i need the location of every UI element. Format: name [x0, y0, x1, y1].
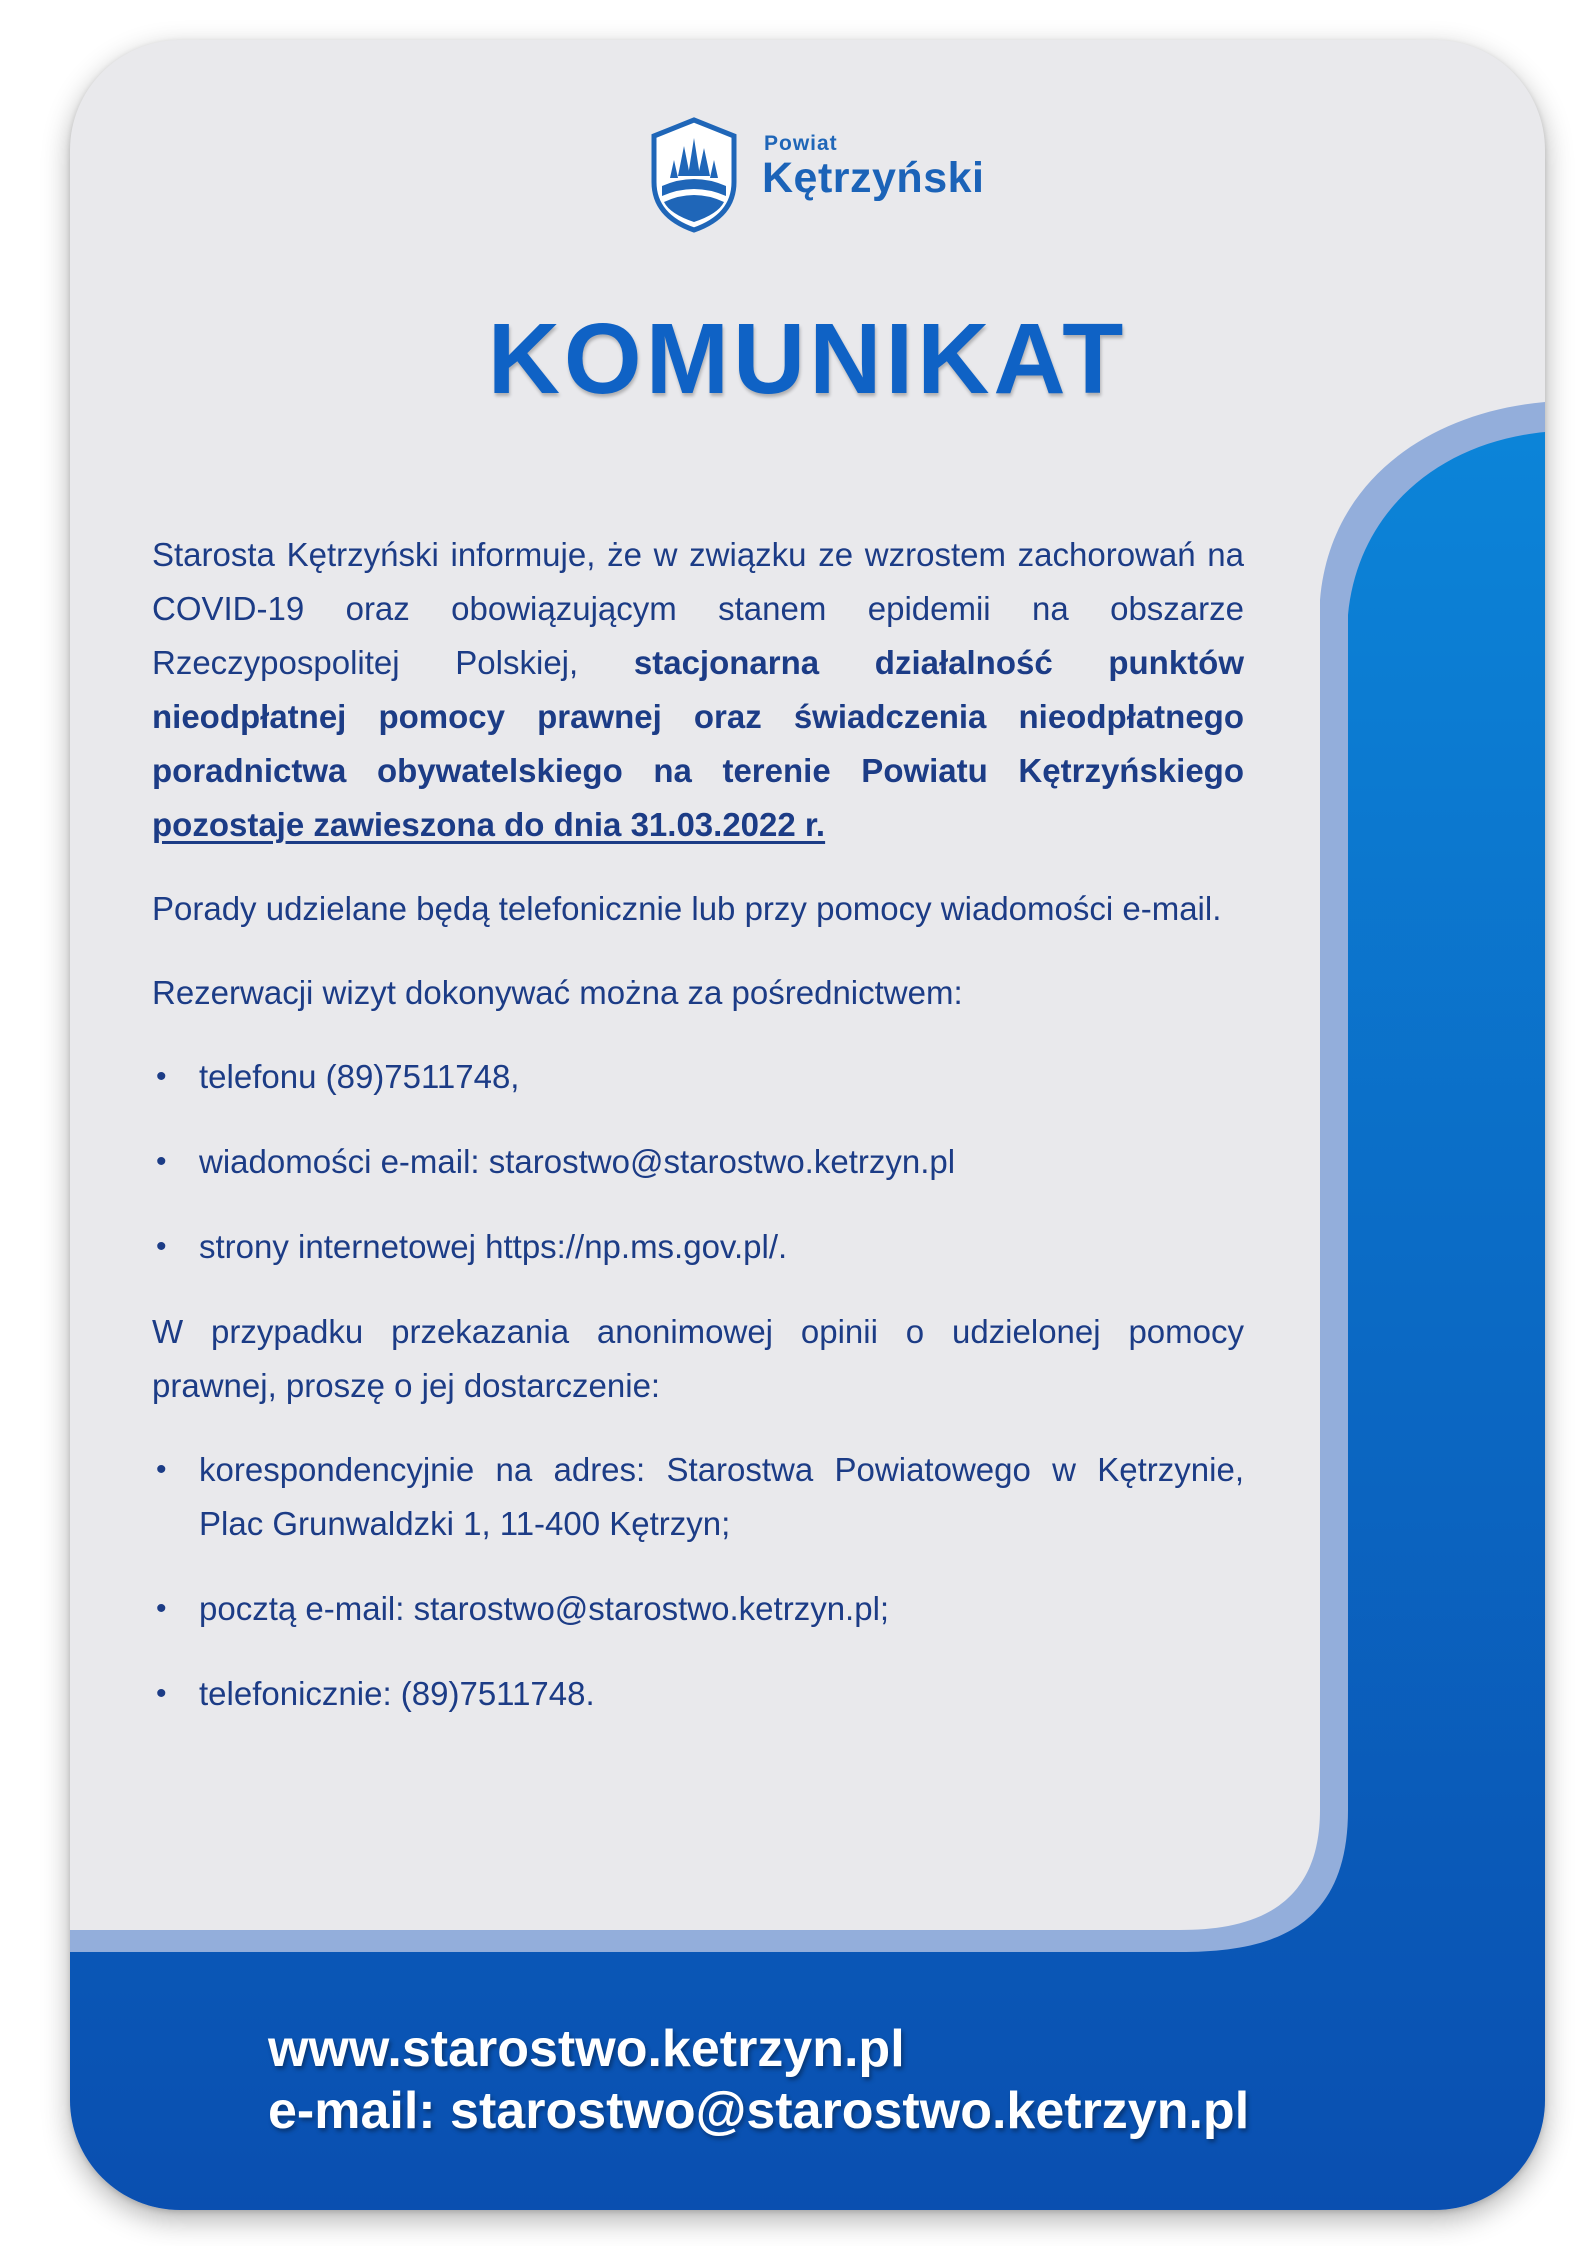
paragraph-intro [152, 528, 1244, 852]
bullet-icon: • [156, 1230, 167, 1263]
paragraph-opinion: W przypadku przekazania anonimowej opinii o udzielonej pomocy prawnej, proszę o jej dostarczenie: [152, 1313, 1244, 1404]
paragraph-advice: Porady udzielane będą telefonicznie lub przy pomocy wiadomości e-mail. [152, 890, 1222, 927]
list-item: • telefonicznie: (89)7511748. [152, 1667, 1244, 1721]
bullet-icon: • [156, 1145, 167, 1178]
forest-shield-icon [644, 116, 744, 234]
reservation-list [152, 1050, 1244, 1274]
powiat-logo [644, 116, 984, 236]
intro-text: Starosta Kętrzyński informuje, że w związku ze wzrostem zachorowań na COVID-19 oraz obowiązującym stanem epidemii na obszarze Rzeczypospolitej Polskiej, [152, 536, 1244, 681]
list-item: • strony internetowej https://np.ms.gov.pl/. [152, 1220, 1244, 1274]
intro-bold-text: stacjonarna działalność punktów nieodpłatnej pomocy prawnej oraz świadczenia nieodpłatnego poradnictwa obywatelskiego na terenie Powiatu Kętrzyńskiego [152, 644, 1245, 789]
bullet-icon: • [156, 1060, 167, 1093]
footer-website: www.starostwo.ketrzyn.pl [268, 2020, 905, 2078]
notice-card [70, 40, 1545, 2210]
paragraph-reservation: Rezerwacji wizyt dokonywać można za pośrednictwem: [152, 974, 963, 1011]
list-item: • korespondencyjnie na adres: Starostwa Powiatowego w Kętrzynie, Plac Grunwaldzki 1, 11-400 Kętrzyn; [152, 1443, 1244, 1551]
opinion-list [152, 1443, 1244, 1721]
page-title: KOMUNIKAT [487, 303, 1128, 415]
logo-name: Kętrzyński [762, 154, 985, 202]
logo-subtitle: Powiat [764, 132, 838, 155]
list-item: • wiadomości e-mail: starostwo@starostwo.ketrzyn.pl [152, 1135, 1244, 1189]
bullet-icon: • [156, 1453, 167, 1486]
notice-body [152, 528, 1244, 1752]
bullet-icon: • [156, 1592, 167, 1625]
bullet-icon: • [156, 1677, 167, 1710]
list-item: • pocztą e-mail: starostwo@starostwo.ketrzyn.pl; [152, 1582, 1244, 1636]
footer-email: e-mail: starostwo@starostwo.ketrzyn.pl [268, 2082, 1250, 2140]
list-item: • telefonu (89)7511748, [152, 1050, 1244, 1104]
footer-contact [268, 2018, 1249, 2142]
intro-underlined-text: pozostaje zawieszona do dnia 31.03.2022 r. [152, 806, 826, 843]
